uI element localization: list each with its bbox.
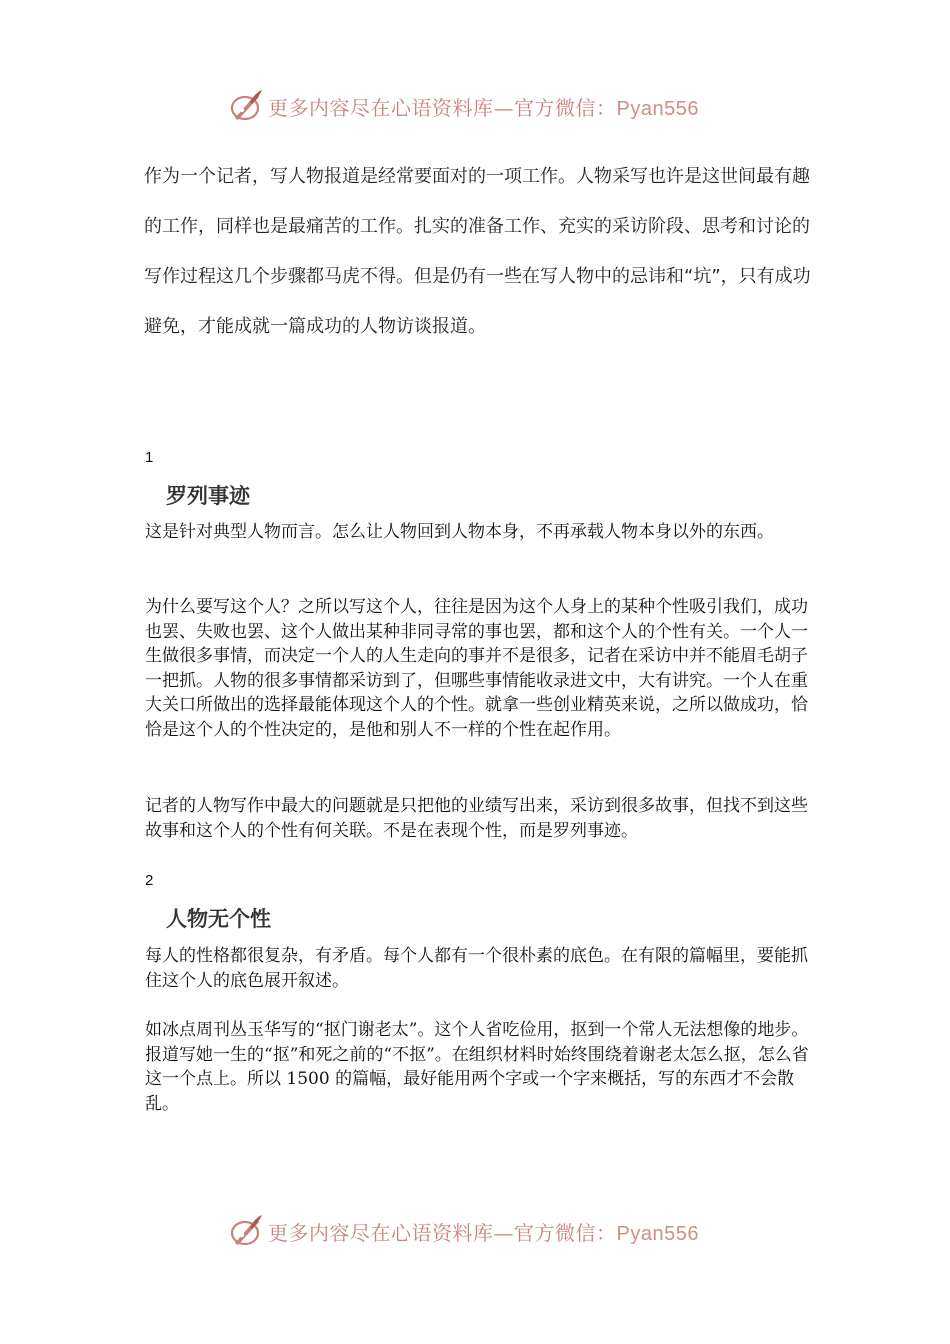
watermark-wechat-id: Pyan556 (616, 98, 699, 120)
section-heading: 罗列事迹 (166, 484, 250, 508)
body-paragraph: 每人的性格都很复杂，有矛盾。每个人都有一个很朴素的底色。在有限的篇幅里，要能抓住这个人的底色展开叙述。 (145, 946, 808, 991)
body-paragraph: 为什么要写这个人？之所以写这个人，往往是因为这个人身上的某种个性吸引我们，成功也罢、失败也罢、这个人做出某种非同寻常的事也罢，都和这个人的个性有关。一个人一生做很多事情，而决定一个人的人生走向的事并不是很多，记者在采访中并不能眉毛胡子一把抓。人物的很多事情都采访到了，但哪些事情能收录进文中，大有讲究。一个人在重大关口所做出的选择最能体现这个人的个性。就拿一些创业精英来说，之所以做成功，恰恰是这个人的个性决定的，是他和别人不一样的个性在起作用。 (145, 597, 808, 740)
intro-paragraph: 作为一个记者，写人物报道是经常要面对的一项工作。人物采写也许是这世间最有趣的工作，同样也是最痛苦的工作。扎实的准备工作、充实的采访阶段、思考和讨论的写作过程这几个步骤都马虎不得。但是仍有一些在写人物中的忌讳和“坑”，只有成功避免，才能成就一篇成功的人物访谈报道。 (144, 166, 811, 337)
section-heading: 人物无个性 (166, 907, 271, 931)
quill-logo-icon (228, 1213, 264, 1249)
watermark-wechat-id: Pyan556 (616, 1223, 699, 1245)
watermark-label: 更多内容尽在心语资料库—官方微信： (268, 1221, 617, 1245)
section-number: 1 (145, 449, 154, 466)
footer-watermark (0, 1211, 950, 1251)
header-watermark (0, 86, 950, 126)
quill-logo-icon (228, 88, 264, 124)
section-number: 2 (145, 872, 154, 889)
body-paragraph: 这是针对典型人物而言。怎么让人物回到人物本身，不再承载人物本身以外的东西。 (145, 522, 774, 542)
watermark-text (268, 1217, 699, 1246)
watermark-text (268, 92, 699, 121)
body-paragraph: 如冰点周刊丛玉华写的“抠门谢老太”。这个人省吃俭用，抠到一个常人无法想像的地步。报道写她一生的“抠”和死之前的“不抠”。在组织材料时始终围绕着谢老太怎么抠，怎么省这一个点上。所以 1500 的篇幅，最好能用两个字或一个字来概括，写的东西才不会散乱。 (145, 1020, 809, 1114)
body-paragraph: 记者的人物写作中最大的问题就是只把他的业绩写出来，采访到很多故事，但找不到这些故事和这个人的个性有何关联。不是在表现个性，而是罗列事迹。 (145, 796, 808, 841)
watermark-label: 更多内容尽在心语资料库—官方微信： (268, 96, 617, 120)
